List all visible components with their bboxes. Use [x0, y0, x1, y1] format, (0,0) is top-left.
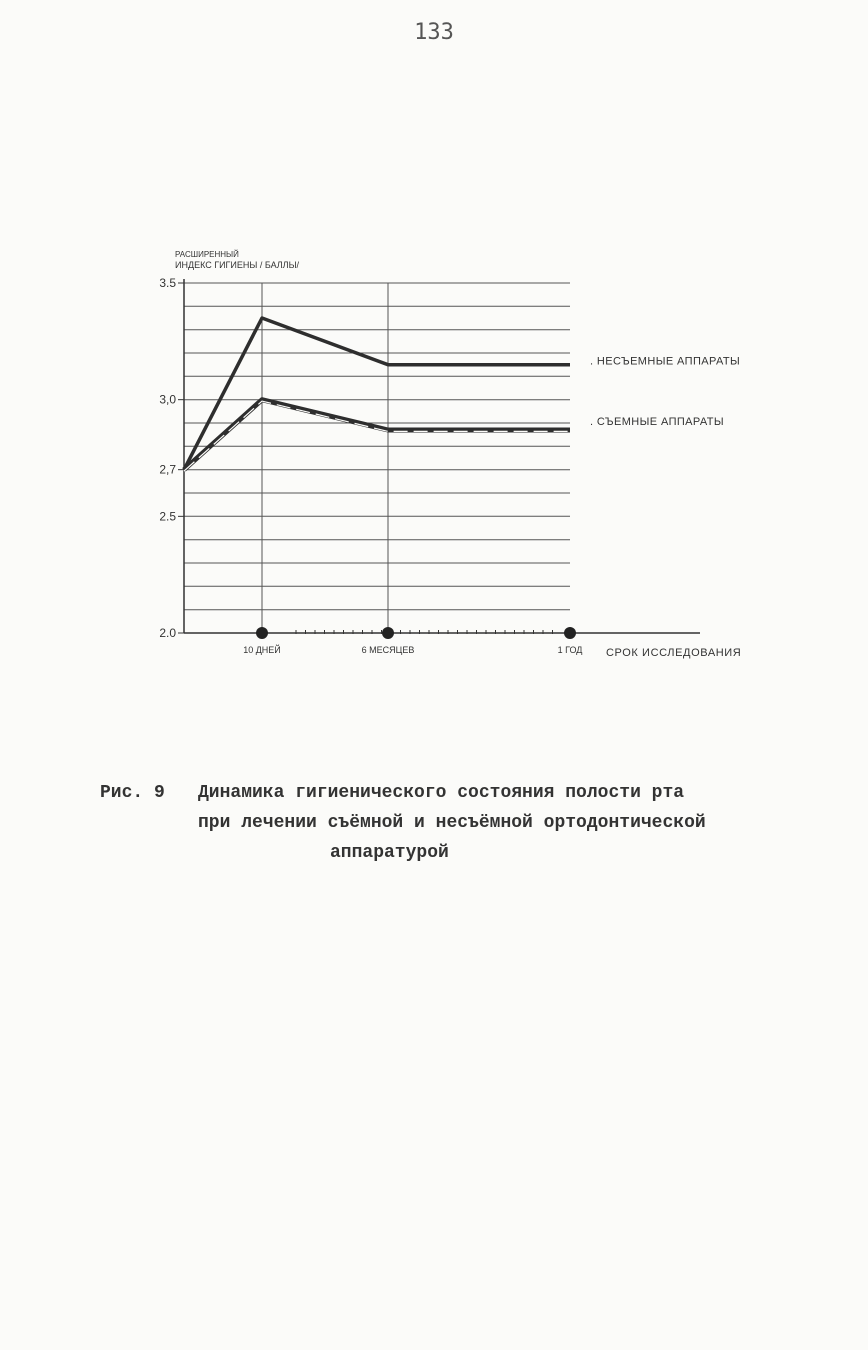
- series-line-removable: [184, 400, 570, 470]
- y-axis-title-line1: РАСШИРЕННЫЙ: [175, 250, 239, 259]
- y-tick-label: 2.0: [159, 626, 176, 640]
- y-tick-label: 3.5: [159, 276, 176, 290]
- legend-label: . СЪЕМНЫЕ АППАРАТЫ: [590, 416, 725, 428]
- caption-line-1: Динамика гигиенического состояния полости рта: [198, 783, 685, 803]
- grid: [184, 283, 570, 633]
- x-tick-dot: [382, 627, 394, 639]
- axes: [184, 279, 700, 633]
- x-tick-label: 1 ГОД: [557, 645, 583, 655]
- caption-label: Рис. 9: [100, 783, 165, 803]
- series-line-removable-dash: [184, 401, 570, 471]
- y-tick-label: 2,7: [159, 462, 176, 477]
- y-tick-label: 2.5: [159, 509, 176, 524]
- y-tick-label: 3,0: [159, 392, 176, 407]
- legend-label: . НЕСЪЕМНЫЕ АППАРАТЫ: [590, 355, 741, 368]
- page-number: 133: [414, 20, 454, 45]
- x-tick-label: 6 МЕСЯЦЕВ: [361, 645, 415, 655]
- x-tick-dot: [564, 627, 576, 639]
- x-axis-title: СРОК ИССЛЕДОВАНИЯ: [606, 647, 742, 659]
- y-axis-ticks: [159, 276, 184, 640]
- figure-caption: [100, 778, 820, 868]
- x-tick-dot: [256, 627, 268, 639]
- caption-line-3: аппаратурой: [330, 843, 449, 863]
- caption-line-2: при лечении съёмной и несъёмной ортодонтической: [198, 813, 706, 833]
- series-lines: [184, 318, 570, 471]
- x-axis-ticks: [243, 627, 582, 655]
- x-tick-label: 10 ДНЕЙ: [243, 645, 281, 655]
- legend: [590, 356, 740, 428]
- y-axis-title-line2: ИНДЕКС ГИГИЕНЫ / БАЛЛЫ/: [175, 260, 300, 270]
- series-line-fixed: [184, 318, 570, 470]
